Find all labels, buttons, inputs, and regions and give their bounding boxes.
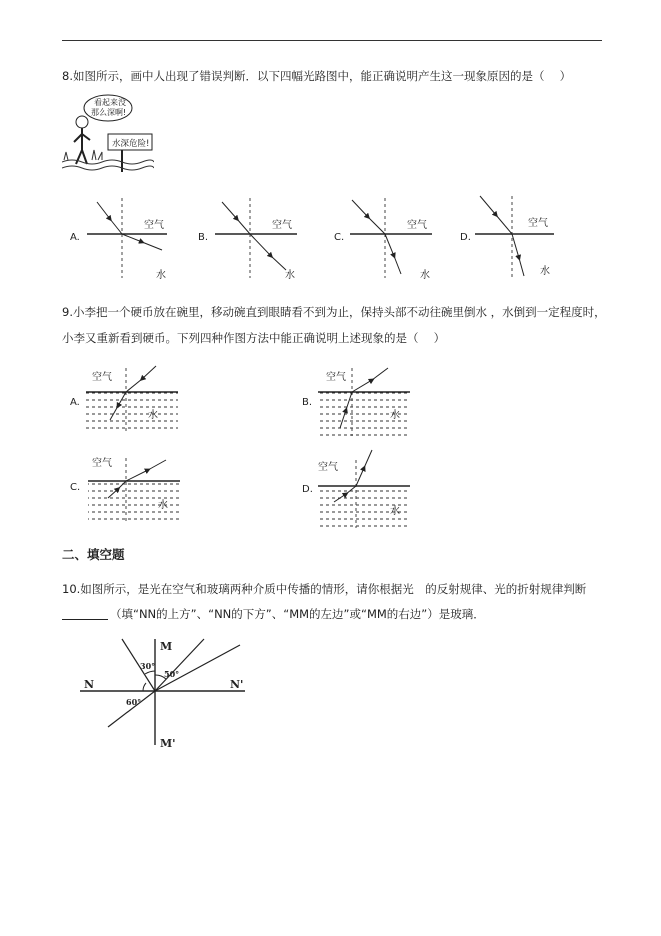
svg-text:A.: A.: [70, 397, 80, 408]
q8-cartoon: [62, 94, 154, 174]
q8-option-a: [70, 198, 167, 281]
q9-options: [62, 362, 422, 532]
label-n: N: [84, 678, 95, 691]
svg-text:水: 水: [420, 270, 430, 281]
q9-option-c: [70, 456, 180, 523]
q9-option-b: [302, 368, 410, 436]
svg-text:空气: 空气: [272, 220, 292, 231]
svg-text:D.: D.: [460, 232, 471, 243]
person-head: [76, 116, 88, 128]
svg-text:A.: A.: [70, 232, 80, 243]
svg-text:空气: 空气: [528, 218, 548, 229]
q10-line-2-text: （填“NN的上方”、“NN的下方”、“MM的左边”或“MM的右边”）是玻璃．: [110, 607, 485, 621]
label-m-prime: M': [160, 737, 176, 750]
svg-text:空气: 空气: [92, 372, 112, 383]
svg-text:空气: 空气: [407, 220, 427, 231]
label-angle-30: 30°: [140, 661, 156, 671]
svg-text:空气: 空气: [92, 458, 112, 469]
svg-text:水: 水: [148, 410, 158, 421]
header-rule: [62, 40, 602, 41]
section-title: 二、填空题: [62, 547, 125, 562]
q9-line-2: 小李又重新看到硬币。下列四种作图方法中能正确说明上述现象的是（ ）: [62, 331, 446, 345]
svg-text:C.: C.: [70, 482, 81, 493]
label-angle-60: 60°: [126, 697, 142, 707]
bubble-text-2: 那么深啊!: [91, 108, 127, 117]
q8-option-d: [460, 196, 554, 278]
q8-stem: 8.如图所示，画中人出现了错误判断．以下四幅光路图中，能正确说明产生这一现象原因的是（ ）: [62, 69, 572, 83]
svg-text:空气: 空气: [326, 372, 346, 383]
svg-text:空气: 空气: [318, 462, 338, 473]
svg-text:空气: 空气: [144, 220, 164, 231]
q9-option-a: [70, 366, 178, 434]
q9-option-d: [302, 450, 410, 528]
sign-text: 水深危险!: [112, 139, 150, 149]
q8-options: [62, 190, 592, 285]
q10-line-1: 10.如图所示，是光在空气和玻璃两种介质中传播的情形，请你根据光 的反射规律、光的折射规律判断: [62, 582, 587, 596]
svg-text:B.: B.: [302, 397, 313, 408]
svg-text:D.: D.: [302, 484, 313, 495]
bubble-text-1: 看起来没: [94, 98, 126, 107]
label-m: M: [160, 640, 173, 653]
q8-option-b: [198, 198, 297, 281]
svg-text:水: 水: [156, 270, 166, 281]
svg-text:水: 水: [390, 506, 400, 517]
svg-text:水: 水: [540, 266, 550, 277]
svg-text:水: 水: [285, 270, 295, 281]
label-angle-50: 50°: [164, 669, 180, 679]
q8-option-c: [334, 198, 432, 281]
answer-blank[interactable]: [62, 607, 108, 620]
q10-line-2: [62, 606, 485, 622]
q9-line-1: 9.小李把一个硬币放在碗里，移动碗直到眼睛看不到为止，保持头部不动往碗里倒水 ，水倒到一定程度时，: [62, 305, 606, 319]
label-n-prime: N': [230, 678, 244, 691]
svg-text:水: 水: [158, 500, 168, 511]
svg-text:B.: B.: [198, 232, 209, 243]
q10-diagram: [80, 635, 260, 755]
svg-text:C.: C.: [334, 232, 345, 243]
svg-text:水: 水: [390, 410, 400, 421]
